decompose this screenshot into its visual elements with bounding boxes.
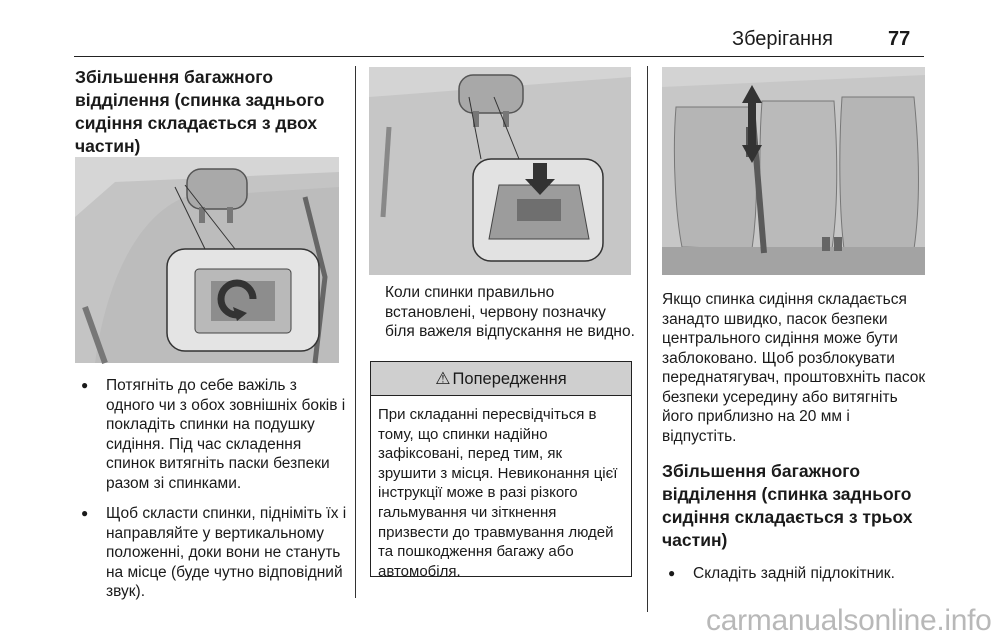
- instruction-list: [75, 376, 347, 602]
- instruction-list: [662, 564, 928, 584]
- column-2-text: [385, 283, 637, 342]
- seat-marker-illustration: [369, 67, 631, 275]
- figure-seat-release-lever: [75, 157, 339, 363]
- warning-box: [370, 361, 632, 580]
- warning-title: Попередження: [452, 370, 567, 388]
- warning-header: [371, 362, 631, 396]
- figure-seatbelt-adjust: [662, 67, 925, 275]
- column-divider-1: [355, 66, 356, 598]
- list-item: ● Потягніть до себе важіль з одного чи з обох зовнішніх боків і покладіть спинки на подушку сидіння. Під час складення спинок витягніть паски безпеки разом зі спинками.: [75, 376, 347, 493]
- paragraph: Якщо спинка сидіння складається занадто швидко, пасок безпеки центрального сидіння може бути заблоковано. Щоб розблокувати переднатягувач, проштовхніть пасок безпеки усередину або витягніть його приблизно на 20 мм і відпустіть.: [662, 291, 926, 445]
- page-header: [0, 28, 960, 58]
- section-heading-two-part: Збільшення багажного відділення (спинка заднього сидіння складається з двох частин): [75, 67, 325, 156]
- list-item: ● Складіть задній підлокітник.: [662, 564, 928, 584]
- list-item: ● Щоб скласти спинки, підніміть їх і направляйте у вертикальному положенні, доки вони не стануть на місце (буде чутно відповідний звук).: [75, 504, 347, 602]
- figure-red-marker: [369, 67, 631, 275]
- page-number: 77: [888, 28, 911, 50]
- paragraph: Коли спинки правильно встановлені, червону позначку біля важеля відпускання не видно.: [385, 284, 635, 340]
- column-1: [75, 66, 345, 158]
- header-rule: [74, 56, 924, 57]
- seat-lever-illustration: [75, 157, 339, 363]
- column-1-bullets: [75, 376, 347, 613]
- warning-body: При складанні пересвідчіться в тому, що спинки надійно зафіксовані, перед тим, як зрушити з місця. Невиконання цієї інструкції може в разі різкого гальмування чи зіткнення призвести до травмування людей та пошкодження багажу або автомобіля.: [378, 406, 618, 580]
- section-title: Зберігання: [732, 28, 833, 50]
- column-3-text: [662, 290, 928, 595]
- watermark: carmanualsonline.info: [706, 604, 992, 637]
- rear-seat-illustration: [662, 67, 925, 275]
- warning-triangle-icon: ⚠: [435, 369, 451, 388]
- section-heading-three-part: Збільшення багажного відділення (спинка заднього сидіння складається з трьох частин): [662, 461, 913, 550]
- column-divider-2: [647, 66, 648, 612]
